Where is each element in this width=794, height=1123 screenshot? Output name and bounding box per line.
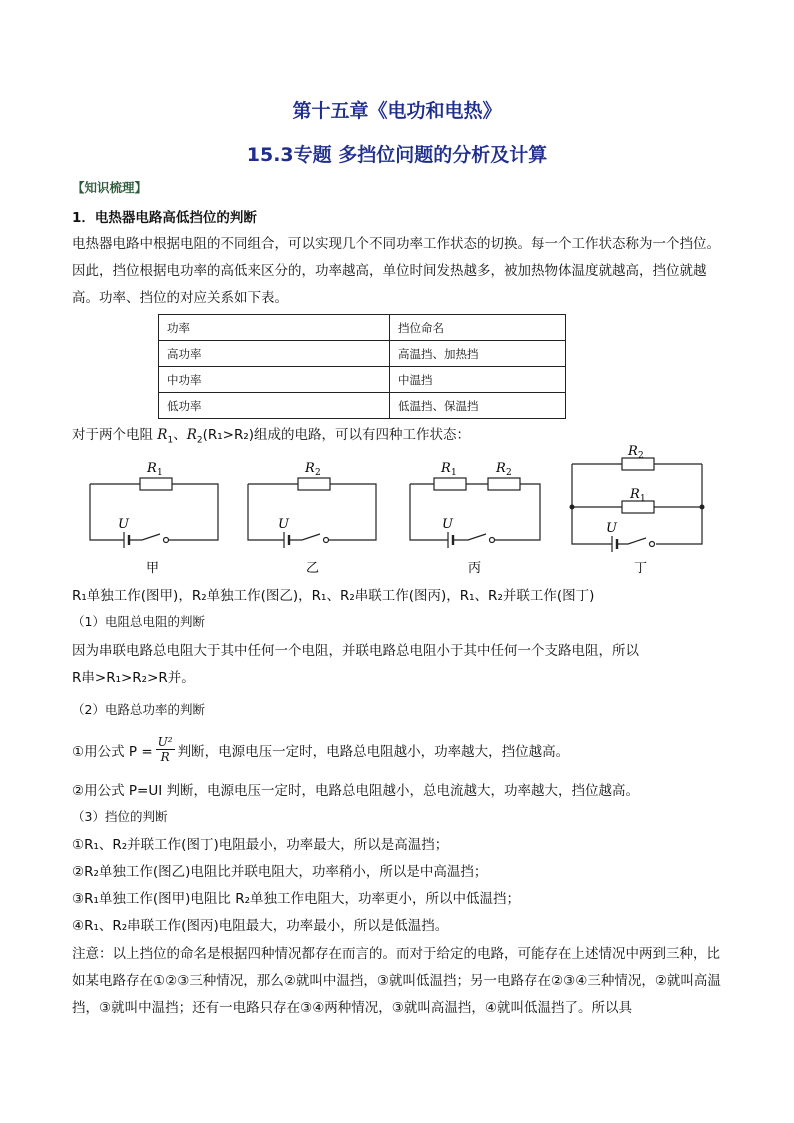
circuit-yi [248,478,376,548]
bing-r2-label: R [496,461,506,476]
work-states-line: R₁单独工作(图甲)，R₂单独工作(图乙)，R₁、R₂串联工作(图丙)，R₁、R₂并联工作(图丁) [72,588,595,604]
table-header-cell: 挡位命名 [390,315,566,341]
section1-intro: 电热器电路中根据电阻的不同组合，可以实现几个不同功率工作状态的切换。每一个工作状态称为一个挡位。因此，挡位根据电功率的高低来区分的，功率越高，单位时间发热越多，被加热物体温度就越高，挡位就越高。功率、挡位的对应关系如下表。 [72,236,720,306]
bing-r1-sub: 1 [451,468,457,478]
table-cell: 中功率 [159,367,390,393]
knowledge-tag: 【知识梳理】 [72,180,148,195]
jia-label: 甲 [146,561,160,576]
sub2-heading: （2）电路总功率的判断 [72,702,205,717]
yi-r-label: R [305,461,315,476]
r2-sub: 2 [196,435,203,446]
power-gear-table [158,314,566,419]
table-cell: 低功率 [159,393,390,419]
sub3-item: ②R₂单独工作(图乙)电阻比并联电阻大，功率稍小，所以是中高温挡； [72,864,488,880]
circuit-ding [572,458,702,552]
table-row [159,393,566,419]
ding-u-label: U [606,521,617,536]
sub3-heading: （3）挡位的判断 [72,809,168,824]
resistors-sep: 、 [173,427,187,443]
section-title: 15.3专题 多挡位问题的分析及计算 [246,144,548,166]
formula-fraction [156,735,175,764]
ding-r2-label: R [628,444,638,459]
resistors-intro-line [72,423,470,446]
resistors-relation: (R₁>R₂) [202,427,255,443]
jia-r-label: R [147,461,157,476]
ding-junction-right [700,505,705,510]
resistors-prefix: 对于两个电阻 [72,427,158,443]
table-header-cell: 功率 [159,315,390,341]
table-row [159,367,566,393]
formula-denominator: R [160,750,170,764]
r1-symbol: R [157,427,168,443]
table-cell: 中温挡 [390,367,566,393]
table-row [159,341,566,367]
table-cell: 高功率 [159,341,390,367]
yi-r-sub: 2 [315,468,321,478]
sub1-relation: R串>R₁>R₂>R并。 [72,670,195,686]
sub2-item1 [72,735,569,764]
jia-r-sub: 1 [157,468,163,478]
sub3-item: ①R₁、R₂并联工作(图丁)电阻最小，功率最大，所以是高温挡； [72,837,449,853]
ding-r1-label: R [630,487,640,502]
sub1-heading: （1）电阻总电阻的判断 [72,614,205,629]
bing-label: 丙 [468,561,482,576]
jia-u-label: U [118,517,129,532]
yi-label: 乙 [306,561,320,576]
bing-u-label: U [442,517,453,532]
note-paragraph: 注意：以上挡位的命名是根据四种情况都存在而言的。而对于给定的电路，可能存在上述情况中两到三种，比如某电路存在①②③三种情况，那么②就叫中温挡，③就叫低温挡；另一电路存在②③④三种情况，②就叫高温挡，③就叫中温挡；还有一电路只存在③④两种情况，③就叫高温挡，④就叫低温挡了。所以具 [72,946,721,1016]
table-header-row [159,315,566,341]
bing-r1-label: R [441,461,451,476]
formula-numerator: U² [157,735,173,749]
bing-r2-sub: 2 [506,468,512,478]
ding-label: 丁 [634,561,648,576]
chapter-title: 第十五章《电功和电热》 [292,100,502,122]
formula-prefix: ①用公式 P = [72,743,153,760]
sub1-text: 因为串联电路总电阻大于其中任何一个电阻，并联电路总电阻小于其中任何一个支路电阻，所以 [72,643,639,659]
sub2-item2: ②用公式 P=UI 判断，电源电压一定时，电路总电阻越小，总电流越大，功率越大，挡位越高。 [72,783,639,799]
ding-r1-sub: 1 [640,494,646,504]
sub3-item: ③R₁单独工作(图甲)电阻比 R₂单独工作电阻大，功率更小，所以中低温挡； [72,891,521,907]
formula-suffix: 判断，电源电压一定时，电路总电阻越小，功率越大，挡位越高。 [177,743,570,760]
yi-u-label: U [278,517,289,532]
circuit-diagrams [80,444,730,578]
table-cell: 高温挡、加热挡 [390,341,566,367]
ding-r2-sub: 2 [638,451,644,461]
r2-symbol: R [186,427,197,443]
resistors-suffix: 组成的电路，可以有四种工作状态： [254,427,471,443]
table-cell: 低温挡、保温挡 [390,393,566,419]
ding-junction-left [570,505,575,510]
circuit-jia [90,478,218,548]
r1-sub: 1 [167,435,174,446]
circuit-bing [410,478,540,548]
section1-heading: 1．电热器电路高低挡位的判断 [72,210,257,226]
sub3-item: ④R₁、R₂串联工作(图丙)电阻最大，功率最小，所以是低温挡。 [72,918,449,934]
